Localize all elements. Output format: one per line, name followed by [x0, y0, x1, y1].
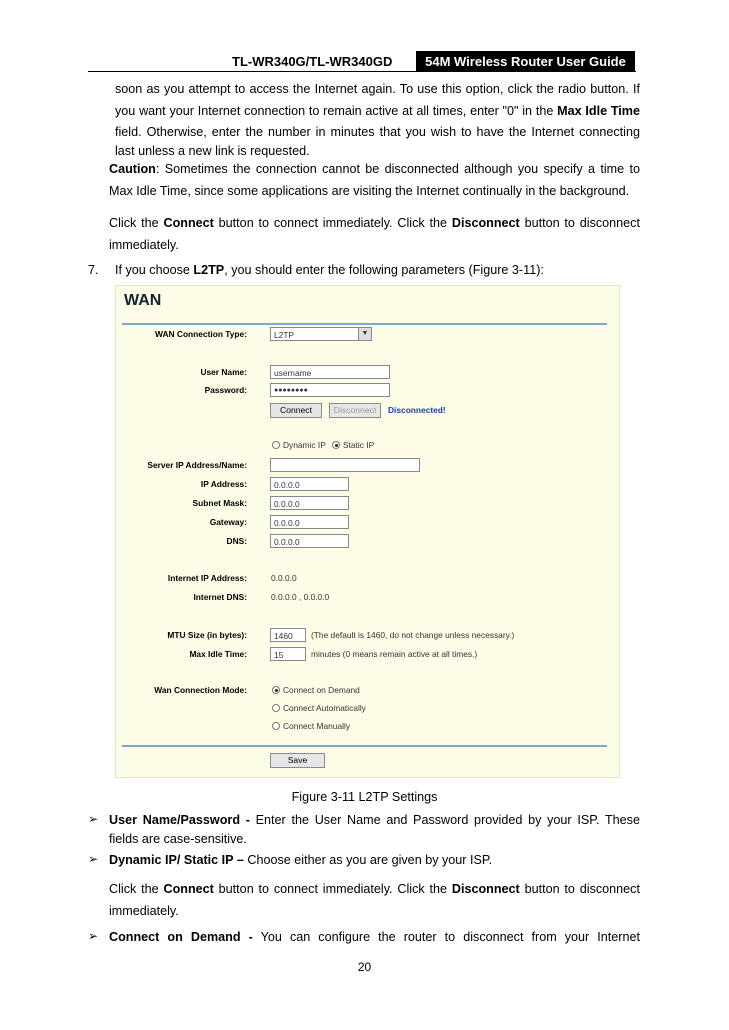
- para-line-2: you want your Internet connection to remain active at all times, enter "0" in the Max Idle Time: [115, 104, 641, 118]
- mode-auto-radio[interactable]: Connect Automatically: [272, 703, 366, 713]
- page-number: 20: [357, 960, 372, 974]
- conn-type-select[interactable]: [270, 327, 372, 341]
- click-line-2: immediately.: [109, 238, 179, 252]
- max-idle-note: minutes (0 means remain active at all times.): [311, 649, 478, 659]
- max-idle-input[interactable]: 15: [270, 647, 306, 661]
- radio-icon: [272, 441, 280, 449]
- click-line-1: Click the Connect button to connect immediately. Click the Disconnect button to disconnect: [109, 216, 640, 230]
- header-model: TL-WR340G/TL-WR340GD: [232, 54, 393, 69]
- internet-dns-value: 0.0.0.0 , 0.0.0.0: [271, 592, 330, 602]
- header-rule: [88, 71, 636, 72]
- wan-mode-label: Wan Connection Mode:: [154, 685, 247, 695]
- static-ip-radio[interactable]: Static IP: [332, 440, 374, 450]
- wan-settings-figure: [115, 285, 620, 778]
- bullet-arrow-icon: ➢: [88, 812, 99, 826]
- dynamic-ip-radio[interactable]: Dynamic IP: [272, 440, 326, 450]
- bullet-connect-on-demand: Connect on Demand - You can configure the router to disconnect from your Internet: [109, 930, 641, 944]
- internet-ip-label: Internet IP Address:: [167, 573, 247, 583]
- bullet-arrow-icon: ➢: [88, 929, 99, 943]
- subnet-mask-label: Subnet Mask:: [192, 498, 247, 508]
- ip-address-input[interactable]: 0.0.0.0: [270, 477, 349, 491]
- bullet-arrow-icon: ➢: [88, 852, 99, 866]
- disconnect-button[interactable]: Disconnect: [329, 403, 381, 418]
- header-guide-title: 54M Wireless Router User Guide: [416, 51, 635, 72]
- radio-selected-icon: [272, 686, 280, 694]
- dns-input[interactable]: 0.0.0.0: [270, 534, 349, 548]
- mtu-label: MTU Size (in bytes):: [167, 630, 247, 640]
- gateway-input[interactable]: 0.0.0.0: [270, 515, 349, 529]
- wan-top-rule: [122, 323, 607, 325]
- para-line-3: field. Otherwise, enter the number in minutes that you wish to have the Internet connecting: [115, 125, 640, 139]
- internet-ip-value: 0.0.0.0: [271, 573, 297, 583]
- wan-bottom-rule: [122, 745, 607, 747]
- gateway-label: Gateway:: [209, 517, 247, 527]
- caution-line-1: Caution: Sometimes the connection cannot be disconnected although you specify a time to: [109, 162, 640, 176]
- password-label: Password:: [204, 385, 247, 395]
- bottom-click-line-2: immediately.: [109, 904, 179, 918]
- para-line-4: last unless a new link is requested.: [115, 144, 310, 158]
- server-ip-label: Server IP Address/Name:: [147, 460, 247, 470]
- user-name-input[interactable]: username: [270, 365, 390, 379]
- wan-title: WAN: [124, 292, 162, 309]
- connect-button[interactable]: Connect: [270, 403, 322, 418]
- mode-manual-radio[interactable]: Connect Manually: [272, 721, 350, 731]
- user-name-label: User Name:: [200, 367, 247, 377]
- bullet-dynamic-static: Dynamic IP/ Static IP – Choose either as you are given by your ISP.: [109, 853, 493, 867]
- para-line-1: soon as you attempt to access the Internet again. To use this option, click the radio button. If: [115, 82, 640, 96]
- subnet-mask-input[interactable]: 0.0.0.0: [270, 496, 349, 510]
- radio-icon: [272, 704, 280, 712]
- dns-label: DNS:: [226, 536, 247, 546]
- password-input[interactable]: ●●●●●●●●: [270, 383, 390, 397]
- bullet-user-password-line2: fields are case-sensitive.: [109, 832, 247, 846]
- chevron-down-icon[interactable]: ▼: [358, 328, 371, 340]
- conn-type-value: L2TP: [274, 330, 295, 340]
- radio-selected-icon: [332, 441, 340, 449]
- max-idle-label: Max Idle Time:: [189, 649, 247, 659]
- bottom-click-line-1: Click the Connect button to connect immediately. Click the Disconnect button to disconnect: [109, 882, 640, 896]
- mtu-note: (The default is 1460, do not change unless necessary.): [311, 630, 515, 640]
- save-button[interactable]: Save: [270, 753, 325, 768]
- radio-icon: [272, 722, 280, 730]
- figure-caption: Figure 3-11 L2TP Settings: [291, 790, 438, 804]
- conn-type-label: WAN Connection Type:: [155, 329, 247, 339]
- mtu-input[interactable]: 1460: [270, 628, 306, 642]
- item-7-number: 7.: [88, 263, 99, 277]
- mode-demand-radio[interactable]: Connect on Demand: [272, 685, 360, 695]
- caution-line-2: Max Idle Time, since some applications are visiting the Internet continually in the background.: [109, 184, 630, 198]
- bullet-user-password-line1: User Name/Password - Enter the User Name and Password provided by your ISP. These: [109, 813, 640, 827]
- internet-dns-label: Internet DNS:: [193, 592, 247, 602]
- item-7-text: If you choose L2TP, you should enter the following parameters (Figure 3-11):: [115, 263, 544, 277]
- server-ip-input[interactable]: [270, 458, 420, 472]
- ip-address-label: IP Address:: [200, 479, 247, 489]
- connection-status: Disconnected!: [388, 405, 446, 415]
